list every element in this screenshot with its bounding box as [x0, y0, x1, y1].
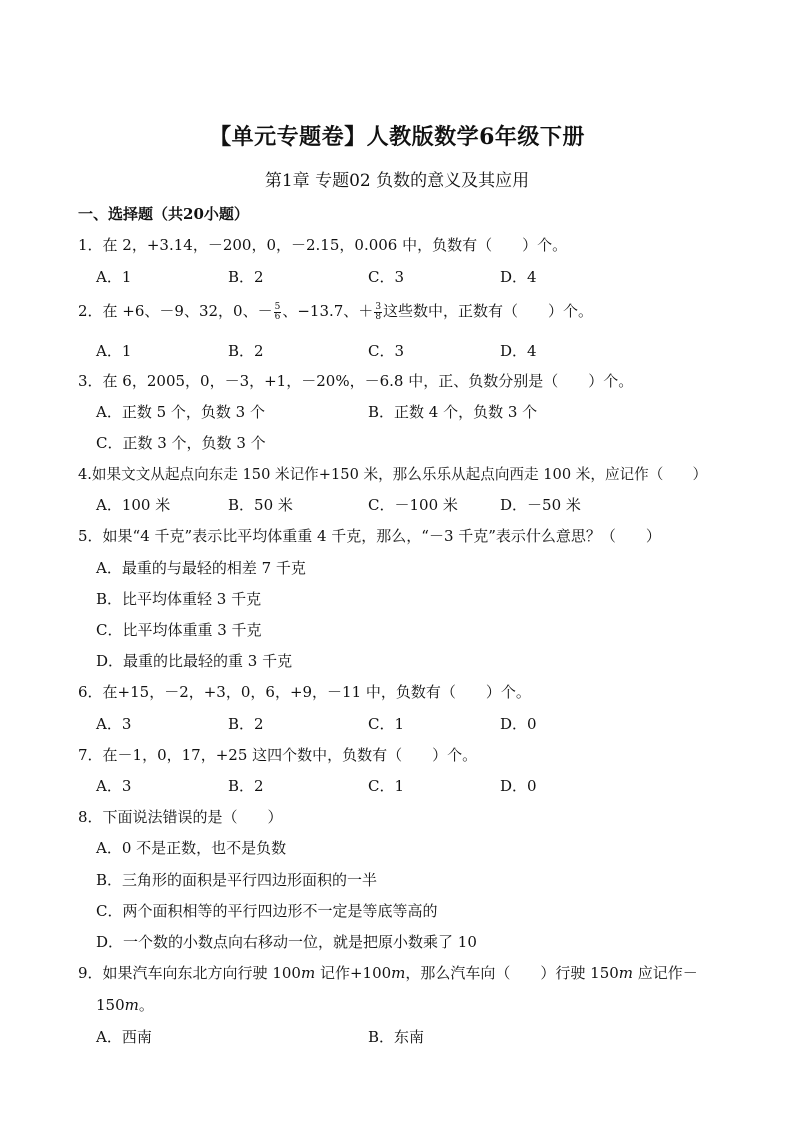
q2-option-d: D．4: [500, 342, 537, 360]
q9-part3: ，那么汽车向（ ）行驶 150: [405, 964, 619, 982]
q8-option-b: B．三角形的面积是平行四边形面积的一半: [96, 871, 378, 889]
q9-part2: 记作+100: [315, 964, 392, 982]
q1-option-d: D．4: [500, 268, 537, 286]
q7-option-a: A．3: [96, 777, 132, 795]
q7-option-b: B．2: [228, 777, 264, 795]
q2-frac2-den: 8: [375, 311, 382, 322]
question-3: 3．在 6，2005，0，－3，+1，－20%，－6.8 中，正、负数分别是（ ）个。: [78, 372, 634, 390]
q7-option-d: D．0: [500, 777, 537, 795]
q2-option-b: B．2: [228, 342, 264, 360]
question-8: 8．下面说法错误的是（ ）: [78, 808, 283, 826]
page-subtitle: 第1章 专题02 负数的意义及其应用: [264, 171, 530, 191]
q8-option-a: A．0 不是正数，也不是负数: [96, 839, 287, 857]
q2-fraction-1: [274, 303, 282, 322]
question-1: 1．在 2，+3.14，－200，0，－2.15，0.006 中，负数有（ ）个。: [78, 236, 568, 254]
question-9: [78, 962, 698, 983]
q2-fraction-2: [374, 303, 382, 322]
q5-option-b: B．比平均体重轻 3 千克: [96, 590, 262, 608]
q2-option-a: A．1: [96, 342, 132, 360]
q7-option-c: C．1: [368, 777, 405, 795]
q2-part1: 2．在 +6、－9、32，0、－: [78, 302, 273, 320]
q3-option-a: A．正数 5 个，负数 3 个: [96, 403, 265, 421]
q1-option-a: A．1: [96, 268, 132, 286]
q2-option-c: C．3: [368, 342, 405, 360]
q9-line2: 150: [96, 996, 125, 1014]
q3-option-b: B．正数 4 个，负数 3 个: [368, 403, 538, 421]
q2-part2: 、−13.7、＋: [282, 302, 374, 320]
q2-frac1-den: 6: [274, 311, 281, 322]
page-title: 【单元专题卷】人教版数学6年级下册: [209, 124, 585, 150]
q9-unit-m: m: [124, 996, 139, 1014]
question-7: 7．在－1，0，17，+25 这四个数中，负数有（ ）个。: [78, 746, 478, 764]
q4-option-d: D．－50 米: [500, 496, 581, 514]
q9-unit-m: m: [391, 964, 406, 982]
q2-part3: 这些数中，正数有（ ）个。: [383, 302, 594, 320]
q6-option-a: A．3: [96, 715, 132, 733]
question-4: 4.如果文文从起点向东走 150 米记作+150 米，那么乐乐从起点向西走 100 米，应记作（ ）: [78, 466, 708, 483]
section-heading: 一、选择题（共20小题）: [78, 205, 249, 223]
question-2: [78, 300, 593, 322]
question-9-continued: [96, 994, 154, 1015]
q3-option-c: C．正数 3 个，负数 3 个: [96, 434, 266, 452]
q4-option-b: B．50 米: [228, 496, 293, 514]
q6-option-c: C．1: [368, 715, 405, 733]
q4-option-c: C．－100 米: [368, 496, 458, 514]
q5-option-d: D．最重的比最轻的重 3 千克: [96, 652, 293, 670]
q9-part1: 9．如果汽车向东北方向行驶 100: [78, 964, 301, 982]
q9-option-b: B．东南: [368, 1028, 425, 1046]
q8-option-c: C．两个面积相等的平行四边形不一定是等底等高的: [96, 902, 438, 920]
q1-option-b: B．2: [228, 268, 264, 286]
q1-option-c: C．3: [368, 268, 405, 286]
q9-option-a: A．西南: [96, 1028, 152, 1046]
q4-option-a: A．100 米: [96, 496, 171, 514]
q9-part4: 应记作－: [633, 964, 698, 982]
q6-option-b: B．2: [228, 715, 264, 733]
q9-unit-m: m: [618, 964, 634, 982]
question-5: 5．如果“4 千克”表示比平均体重重 4 千克，那么，“－3 千克”表示什么意思？（ ）: [78, 527, 661, 545]
q5-option-c: C．比平均体重重 3 千克: [96, 621, 262, 639]
question-6: 6．在+15，－2，+3，0，6，+9，－11 中，负数有（ ）个。: [78, 683, 531, 701]
q8-option-d: D．一个数的小数点向右移动一位，就是把原小数乘了 10: [96, 933, 477, 951]
q2-frac1-num: 5: [274, 301, 281, 312]
q9-unit-m: m: [300, 964, 316, 982]
q2-frac2-num: 3: [375, 301, 382, 312]
q9-line2-end: 。: [138, 996, 154, 1014]
q5-option-a: A．最重的与最轻的相差 7 千克: [96, 559, 306, 577]
q6-option-d: D．0: [500, 715, 537, 733]
